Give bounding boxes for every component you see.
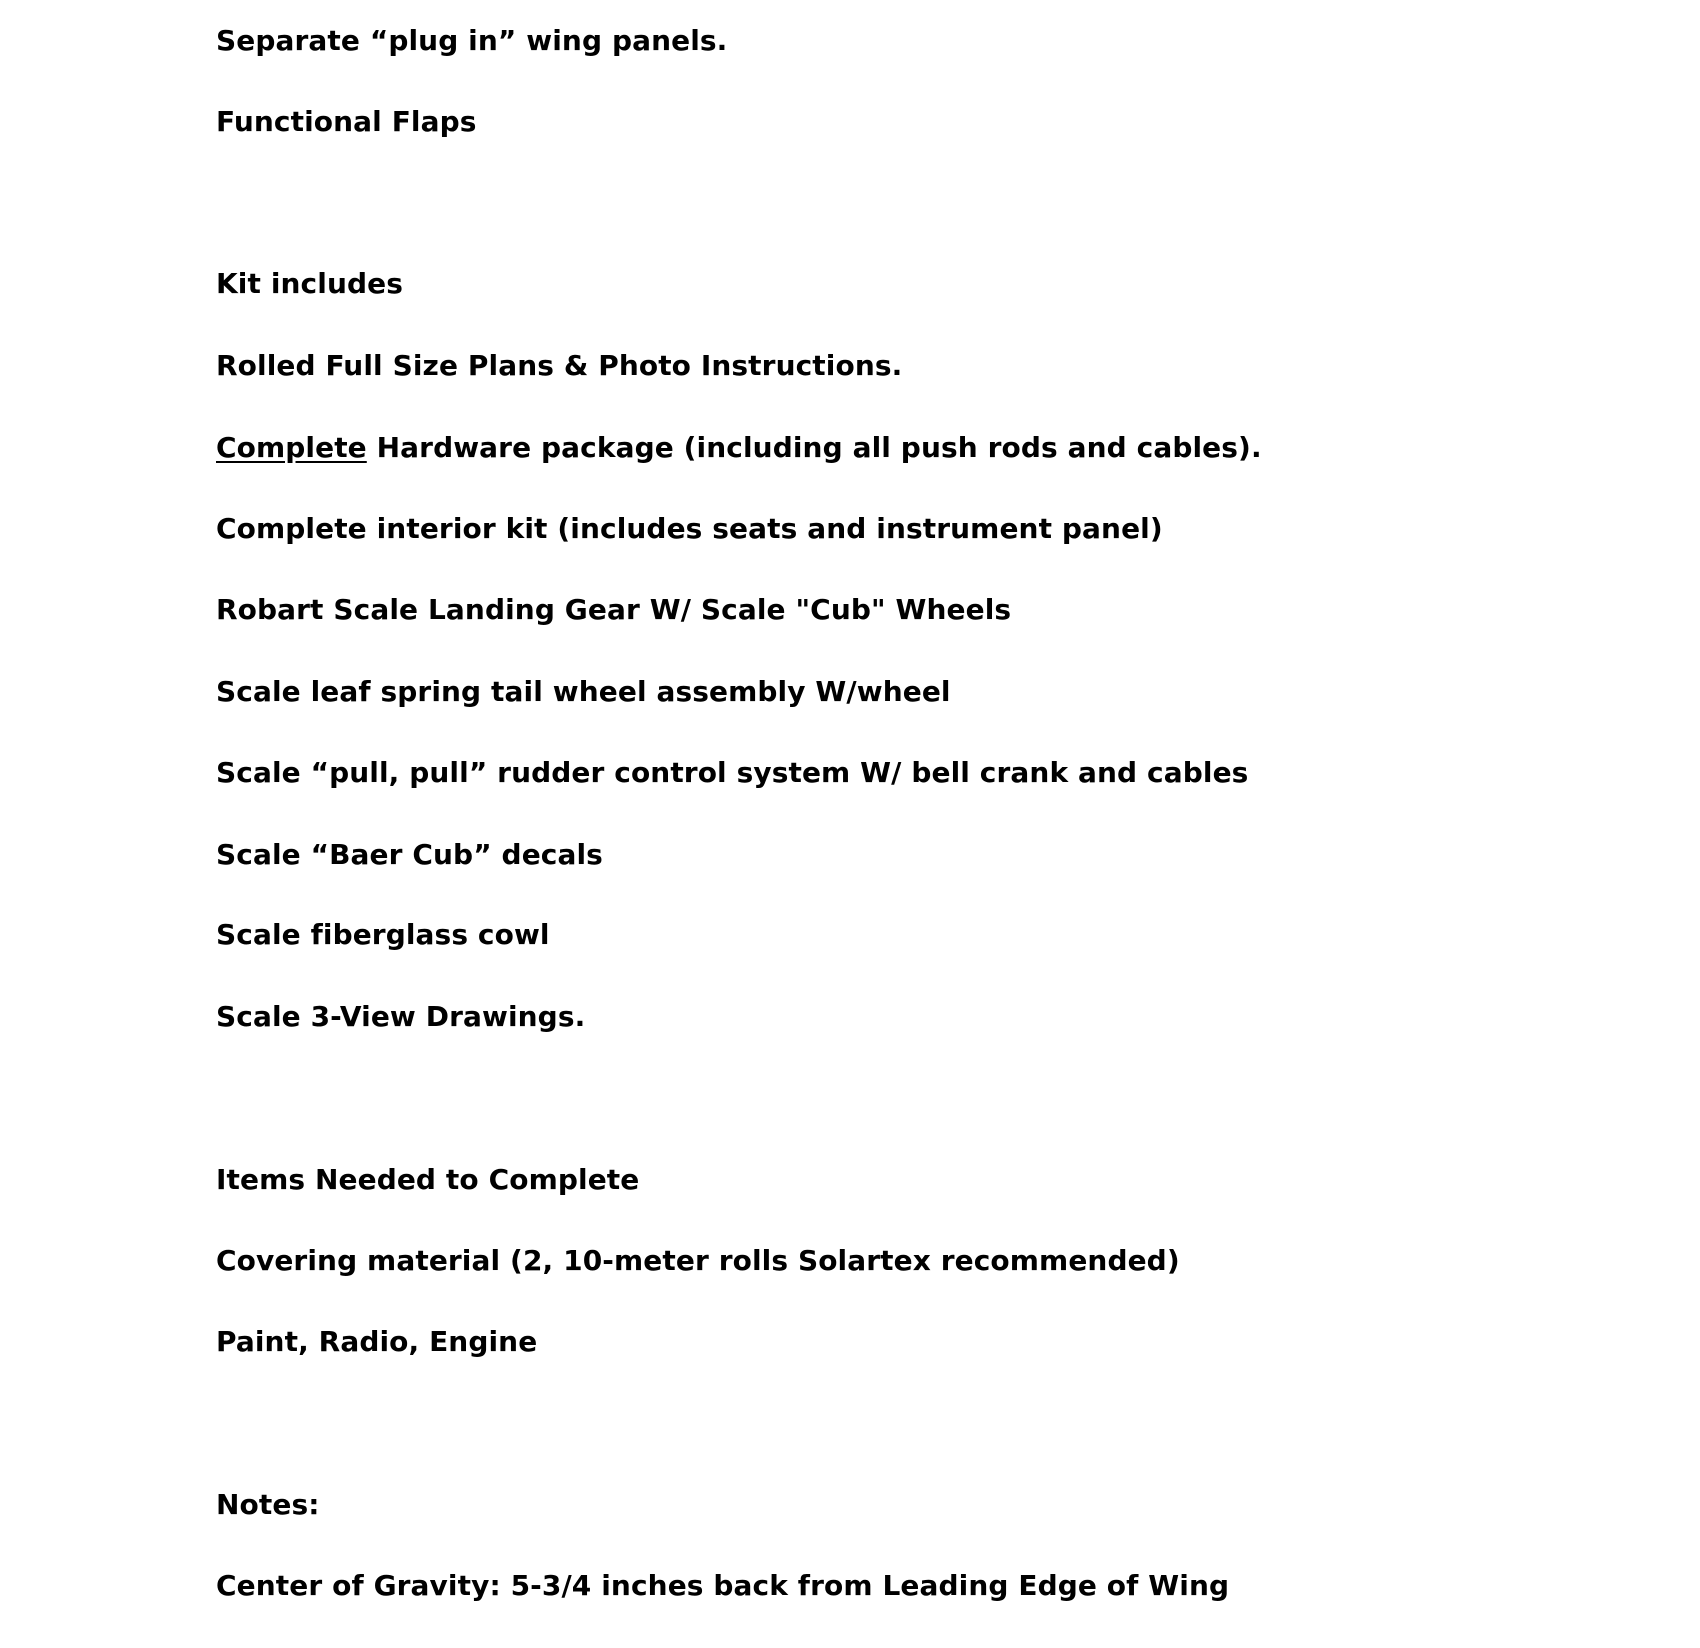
feature-wing-panels: Separate “plug in” wing panels.: [216, 24, 728, 57]
kit-item-hardware: [216, 428, 1262, 468]
kit-item-landing-gear: Robart Scale Landing Gear W/ Scale "Cub" Wheels: [216, 593, 1012, 626]
note-center-of-gravity: Center of Gravity: 5-3/4 inches back from Leading Edge of Wing: [216, 1569, 1230, 1602]
kit-item-drawings: Scale 3-View Drawings.: [216, 1000, 586, 1033]
kit-item-decals: Scale “Baer Cub” decals: [216, 838, 603, 871]
needed-item-other: Paint, Radio, Engine: [216, 1325, 538, 1358]
kit-item-cowl: Scale fiberglass cowl: [216, 918, 550, 951]
hardware-underlined-word: Complete: [216, 431, 367, 464]
feature-flaps: Functional Flaps: [216, 105, 477, 138]
kit-includes-heading: Kit includes: [216, 267, 403, 300]
needed-item-covering: Covering material (2, 10-meter rolls Solartex recommended): [216, 1244, 1180, 1277]
notes-heading: Notes:: [216, 1488, 320, 1521]
kit-item-plans: Rolled Full Size Plans & Photo Instructions.: [216, 349, 903, 382]
kit-item-tail-wheel: Scale leaf spring tail wheel assembly W/wheel: [216, 675, 951, 708]
items-needed-heading: Items Needed to Complete: [216, 1163, 640, 1196]
hardware-rest-text: Hardware package (including all push rods and cables).: [366, 431, 1262, 464]
kit-item-rudder: Scale “pull, pull” rudder control system W/ bell crank and cables: [216, 756, 1249, 789]
kit-item-interior: Complete interior kit (includes seats and instrument panel): [216, 512, 1163, 545]
